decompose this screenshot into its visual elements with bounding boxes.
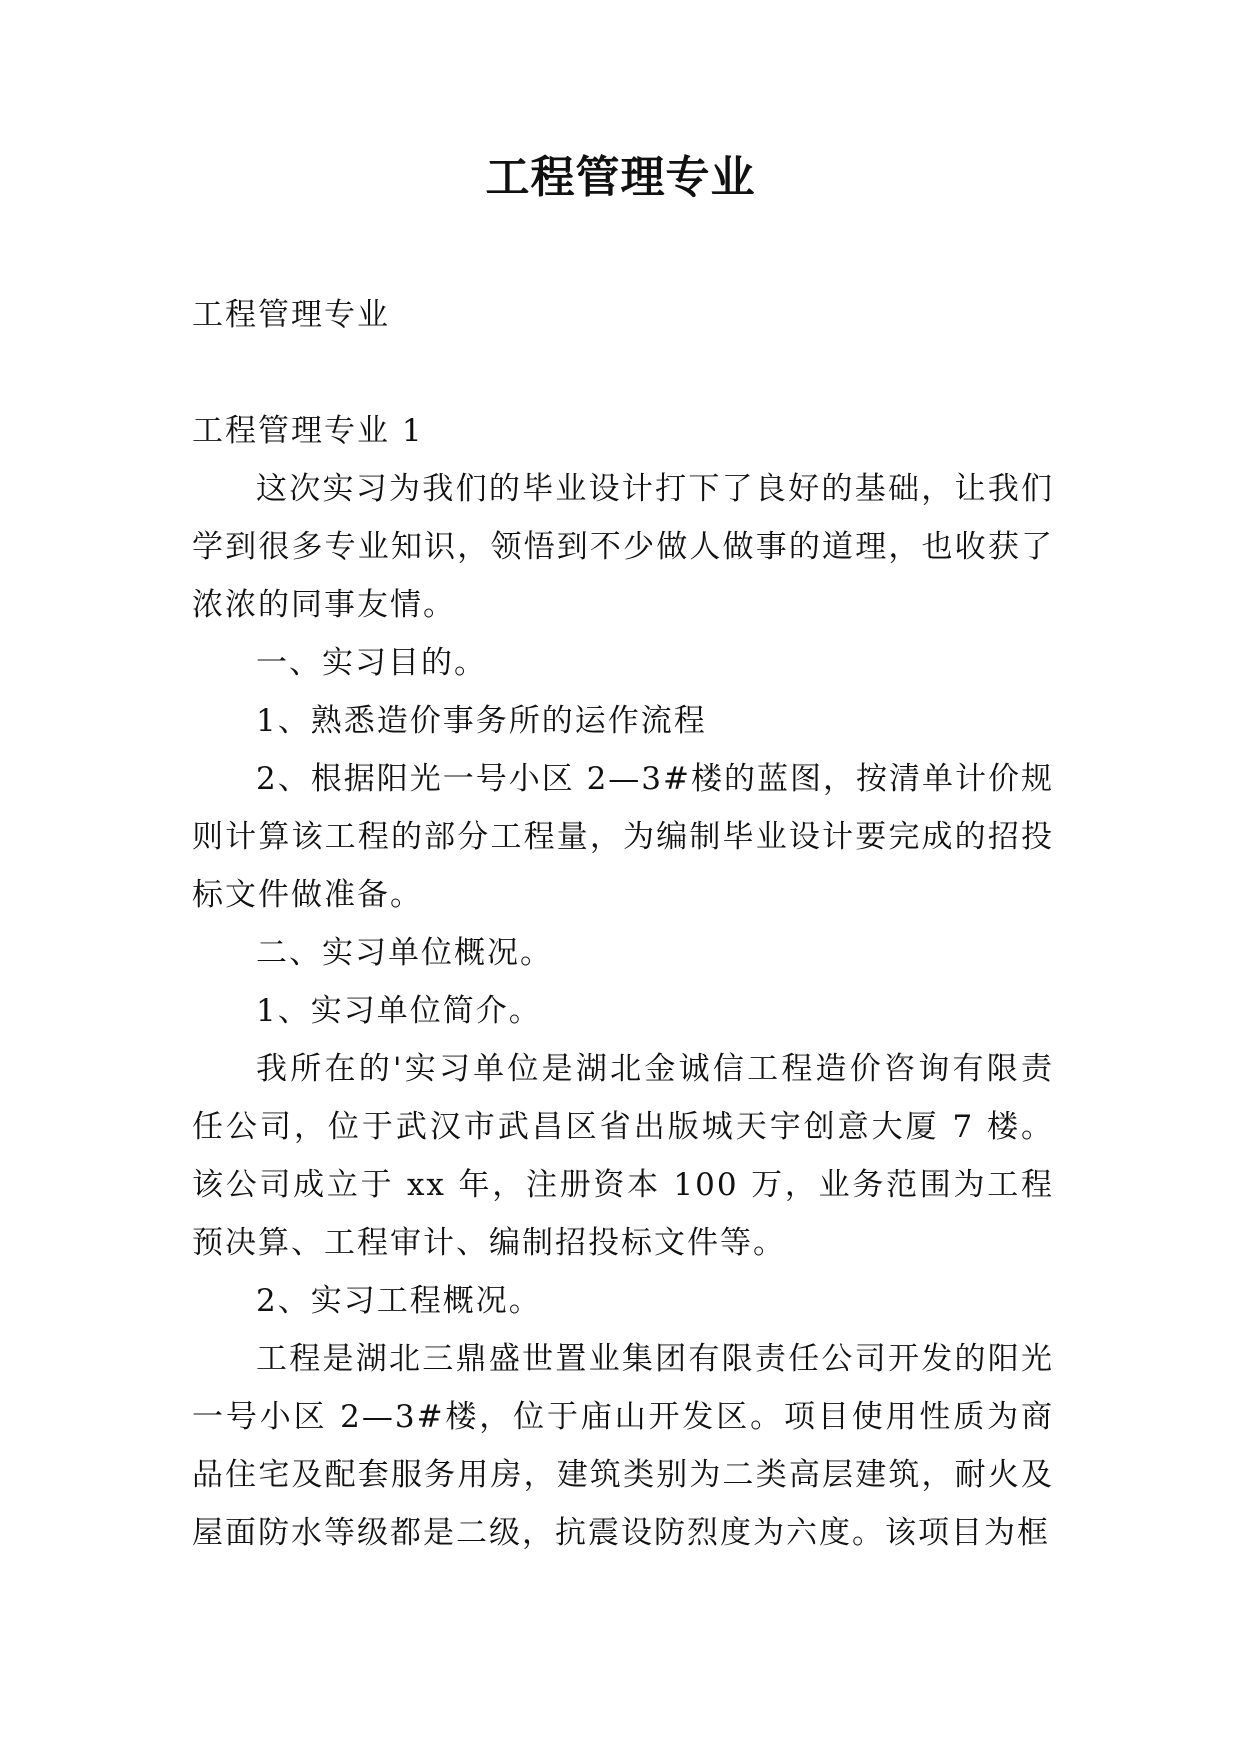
document-body: [192, 286, 1054, 1562]
paragraph-heading-unit: 二、实习单位概况。: [256, 935, 553, 971]
paragraph-unit-intro-heading: 1、实习单位简介。: [256, 993, 542, 1029]
document-subtitle: 工程管理专业: [192, 297, 390, 333]
paragraph-project-heading: 2、实习工程概况。: [256, 1283, 542, 1319]
paragraph-purpose-1: 1、熟悉造价事务所的运作流程: [256, 703, 707, 739]
document-title: 工程管理专业: [485, 152, 756, 203]
section-heading: 工程管理专业 1: [192, 413, 424, 449]
paragraph-heading-purpose: 一、实习目的。: [256, 645, 487, 681]
paragraph-purpose-2: 2、根据阳光一号小区 2—3#楼的蓝图，按清单计价规则计算该工程的部分工程量，为编制毕业设计要完成的招投标文件做准备。: [192, 761, 1054, 913]
paragraph-project-overview: 工程是湖北三鼎盛世置业集团有限责任公司开发的阳光一号小区 2—3#楼，位于庙山开发区。项目使用性质为商品住宅及配套服务用房，建筑类别为二类高层建筑，耐火及屋面防水等级都是二级，抗震设防烈度为六度。该项目为框: [192, 1341, 1054, 1551]
paragraph-intro: 这次实习为我们的毕业设计打下了良好的基础，让我们学到很多专业知识，领悟到不少做人做事的道理，也收获了浓浓的同事友情。: [192, 471, 1054, 623]
paragraph-unit-intro: 我所在的'实习单位是湖北金诚信工程造价咨询有限责任公司，位于武汉市武昌区省出版城天宇创意大厦 7 楼。该公司成立于 xx 年，注册资本 100 万，业务范围为工程预决算、工程审计、编制招投标文件等。: [192, 1051, 1054, 1261]
